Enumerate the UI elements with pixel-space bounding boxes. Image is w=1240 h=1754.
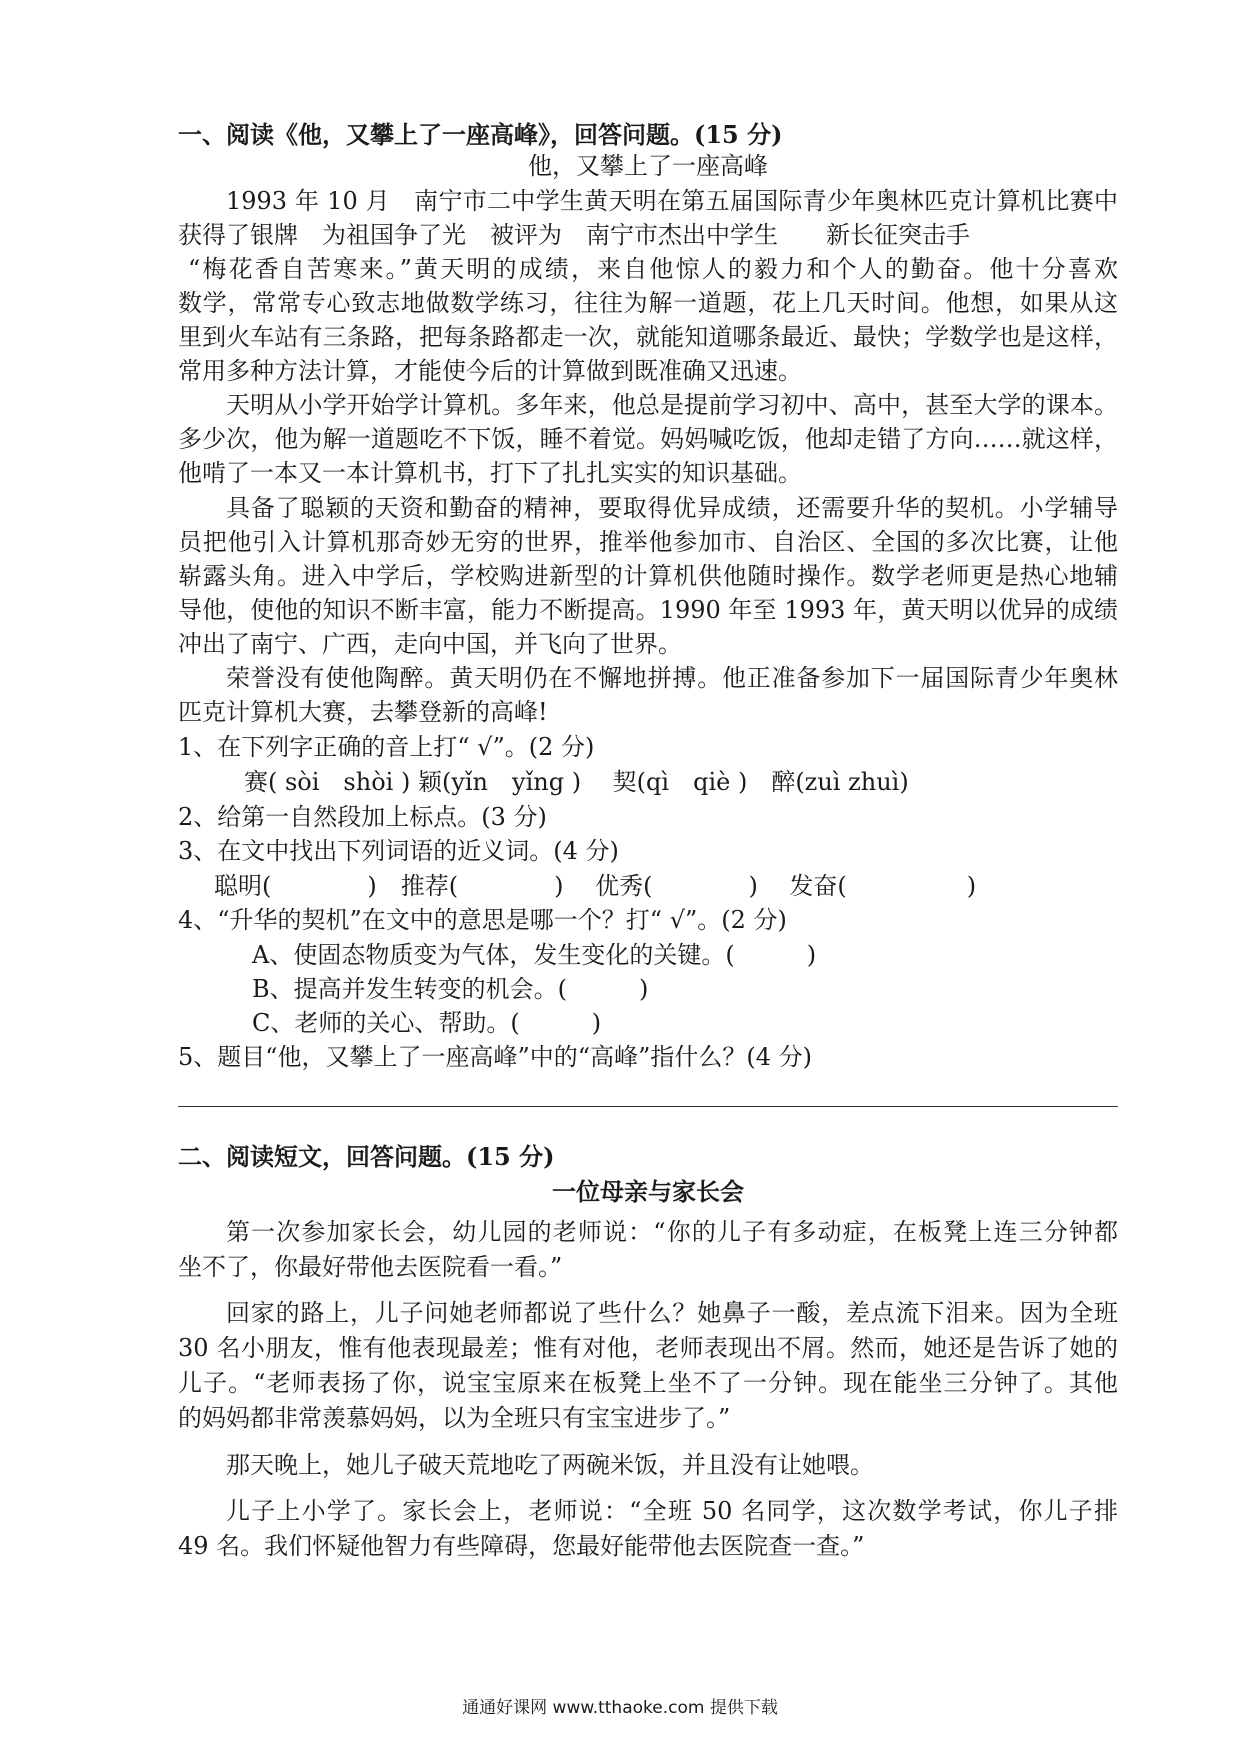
passage2-line: 儿子。“老师表扬了你，说宝宝原来在板凳上坐不了一分钟。现在能坐三分钟了。其他: [178, 1369, 1118, 1397]
passage1-line: 获得了银牌 为祖国争了光 被评为 南宁市杰出中学生 新长征突击手: [178, 221, 970, 249]
question-4-option-c: C、老师的关心、帮助。( ): [252, 1009, 602, 1037]
passage1-line: 天明从小学开始学计算机。多年来，他总是提前学习初中、高中，甚至大学的课本。: [226, 391, 1118, 419]
passage1-line: 导他，使他的知识不断丰富，能力不断提高。1990 年至 1993 年，黄天明以优异的成绩: [178, 596, 1118, 624]
question-1: 1、在下列字正确的音上打“ √”。(2 分): [178, 733, 595, 761]
passage1-line: 多少次，他为解一道题吃不下饭，睡不着觉。妈妈喊吃饭，他却走错了方向……就这样，: [178, 425, 1118, 453]
question-1-options: 赛( sòi shòi ) 颖(yǐn yǐng ) 契(qì qiè ) 醉(zuì zhuì): [244, 768, 909, 796]
question-4: 4、“升华的契机”在文中的意思是哪一个？打“ √”。(2 分): [178, 906, 787, 934]
question-2: 2、给第一自然段加上标点。(3 分): [178, 803, 547, 831]
passage1-line: 员把他引入计算机那奇妙无穷的世界，推举他参加市、自治区、全国的多次比赛，让他: [178, 528, 1118, 556]
passage2-line: 30 名小朋友，惟有他表现最差；惟有对他，老师表现出不屑。然而，她还是告诉了她的: [178, 1334, 1118, 1362]
passage1-line: 荣誉没有使他陶醉。黄天明仍在不懈地拼搏。他正准备参加下一届国际青少年奥林: [226, 664, 1118, 692]
section2-heading: 二、阅读短文，回答问题。(15 分): [178, 1142, 555, 1171]
passage1-line: 冲出了南宁、广西，走向中国，并飞向了世界。: [178, 630, 682, 658]
question-3-blanks: 聪明( ) 推荐( ) 优秀( ) 发奋( ): [214, 872, 977, 900]
question-3: 3、在文中找出下列词语的近义词。(4 分): [178, 837, 619, 865]
question-5: 5、题目“他，又攀上了一座高峰”中的“高峰”指什么？(4 分): [178, 1043, 812, 1071]
passage1-line: 具备了聪颖的天资和勤奋的精神，要取得优异成绩，还需要升华的契机。小学辅导: [226, 494, 1118, 522]
question-4-option-a: A、使固态物质变为气体，发生变化的关键。( ): [252, 941, 817, 969]
passage2-line: 坐不了，你最好带他去医院看一看。”: [178, 1253, 563, 1281]
passage1-line: 匹克计算机大赛，去攀登新的高峰!: [178, 698, 548, 726]
passage2-title: 一位母亲与家长会: [552, 1177, 744, 1206]
passage2-line: 的妈妈都非常羡慕妈妈，以为全班只有宝宝进步了。”: [178, 1404, 731, 1432]
passage1-title: 他，又攀上了一座高峰: [528, 152, 768, 180]
passage1-line: 崭露头角。进入中学后，学校购进新型的计算机供他随时操作。数学老师更是热心地辅: [178, 562, 1118, 590]
passage1-line: 里到火车站有三条路，把每条路都走一次，就能知道哪条最近、最快；学数学也是这样，: [178, 323, 1118, 351]
section1-heading: 一、阅读《他，又攀上了一座高峰》，回答问题。(15 分): [178, 120, 783, 149]
passage1-line: “梅花香自苦寒来。”黄天明的成绩，来自他惊人的毅力和个人的勤奋。他十分喜欢: [188, 255, 1118, 283]
answer-line: [178, 1106, 1118, 1107]
passage2-line: 第一次参加家长会，幼儿园的老师说：“你的儿子有多动症，在板凳上连三分钟都: [226, 1218, 1118, 1246]
passage1-line: 他啃了一本又一本计算机书，打下了扎扎实实的知识基础。: [178, 459, 802, 487]
passage1-line: 数学，常常专心致志地做数学练习，往往为解一道题，花上几天时间。他想，如果从这: [178, 289, 1118, 317]
page-footer: 通通好课网 www.tthaoke.com 提供下载: [462, 1698, 778, 1718]
question-4-option-b: B、提高并发生转变的机会。( ): [252, 975, 649, 1003]
passage1-line: 1993 年 10 月 南宁市二中学生黄天明在第五届国际青少年奥林匹克计算机比赛中: [226, 187, 1118, 215]
passage2-line: 回家的路上，儿子问她老师都说了些什么？她鼻子一酸，差点流下泪来。因为全班: [226, 1299, 1118, 1327]
passage2-line: 49 名。我们怀疑他智力有些障碍，您最好能带他去医院查一查。”: [178, 1532, 865, 1560]
passage2-line: 儿子上小学了。家长会上，老师说：“全班 50 名同学，这次数学考试，你儿子排: [226, 1497, 1118, 1525]
passage1-line: 常用多种方法计算，才能使今后的计算做到既准确又迅速。: [178, 357, 802, 385]
passage2-line: 那天晚上，她儿子破天荒地吃了两碗米饭，并且没有让她喂。: [226, 1451, 874, 1479]
